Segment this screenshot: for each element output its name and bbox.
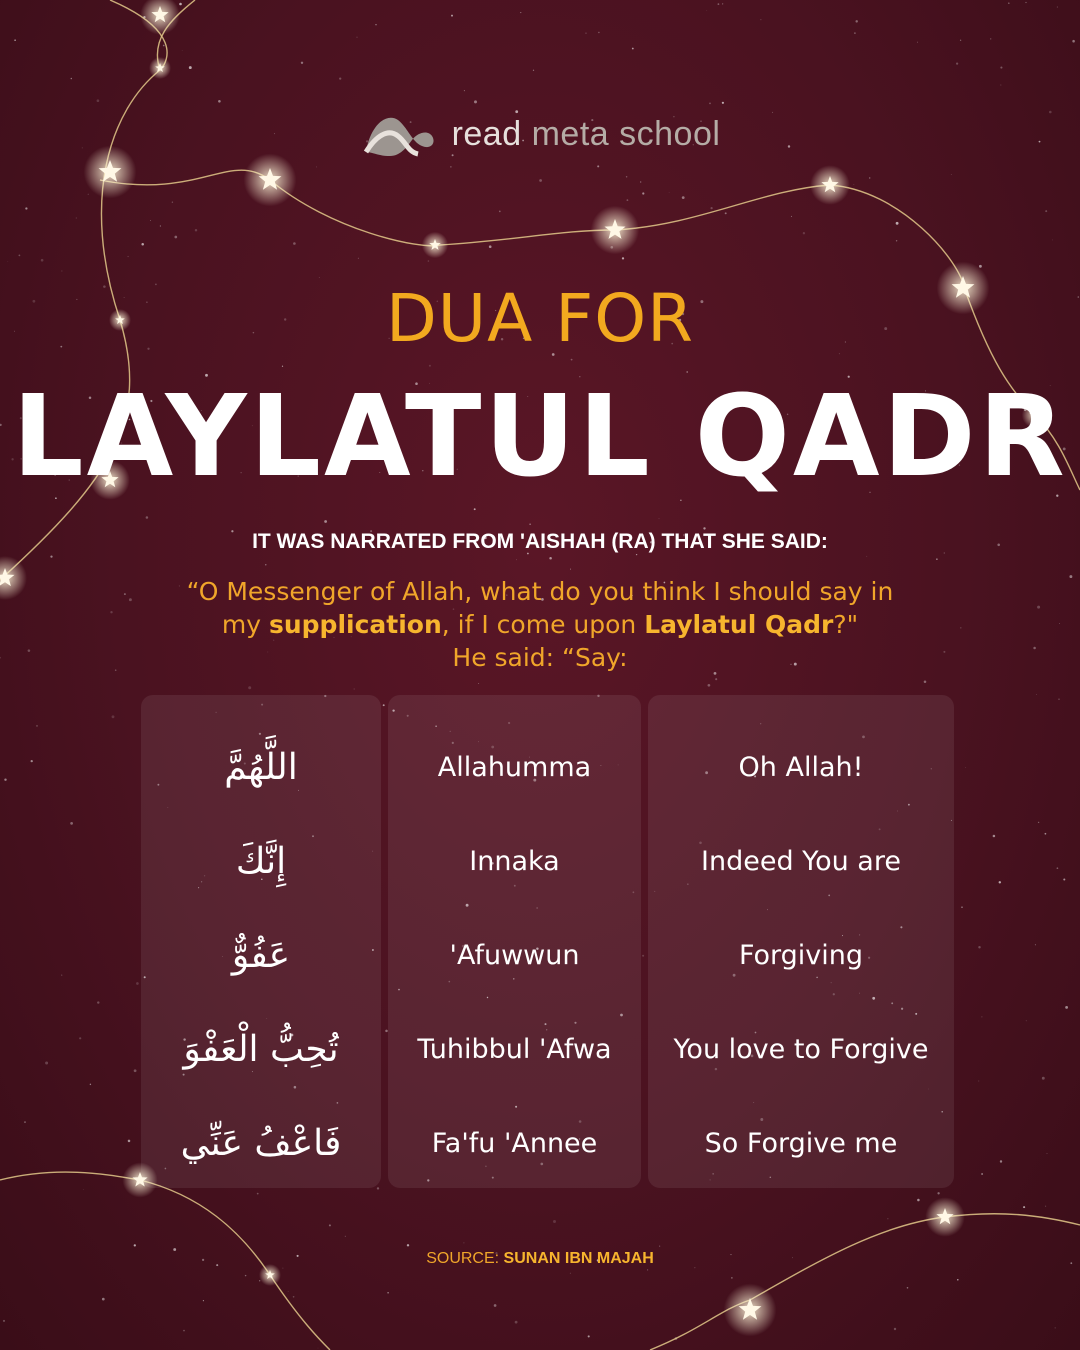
dust-particle — [1058, 699, 1059, 700]
dust-particle — [134, 1244, 136, 1246]
dust-particle — [478, 683, 479, 684]
dust-particle — [127, 256, 128, 257]
dust-particle — [1047, 1153, 1048, 1154]
dust-particle — [659, 518, 660, 519]
hadith-quote — [140, 575, 940, 674]
translation-text: Indeed You are — [701, 845, 901, 877]
dust-particle — [1057, 7, 1058, 8]
dust-particle — [854, 32, 856, 34]
dust-particle — [203, 1300, 204, 1301]
arabic-text: عَفُوٌّ — [231, 934, 291, 976]
dust-particle — [97, 1001, 99, 1003]
dust-particle — [586, 33, 587, 34]
dust-particle — [1033, 647, 1036, 650]
dust-particle — [588, 1335, 590, 1337]
dust-particle — [189, 66, 192, 69]
dust-particle — [951, 174, 952, 175]
dust-particle — [597, 165, 599, 167]
dust-particle — [463, 1242, 464, 1243]
dust-particle — [387, 1292, 389, 1294]
dust-particle — [1045, 833, 1047, 835]
dust-particle — [632, 48, 634, 50]
dust-particle — [516, 559, 517, 560]
dust-particle — [339, 77, 341, 79]
transliteration-column — [388, 695, 641, 1188]
dust-particle — [160, 225, 161, 226]
dust-particle — [115, 669, 117, 671]
source-citation — [0, 1250, 1080, 1268]
dust-particle — [1038, 822, 1039, 823]
translation-text: Oh Allah! — [738, 751, 864, 783]
dust-particle — [357, 37, 358, 38]
dust-particle — [642, 955, 644, 957]
dust-particle — [136, 982, 139, 985]
dust-particle — [640, 181, 641, 182]
dust-particle — [245, 1275, 246, 1276]
dust-particle — [1063, 878, 1065, 880]
arabic-text: فَاعْفُ عَنِّي — [180, 1122, 342, 1164]
dust-particle — [383, 704, 385, 706]
dust-particle — [0, 657, 1, 659]
dust-particle — [88, 194, 89, 195]
dust-particle — [329, 1224, 331, 1226]
dust-particle — [464, 90, 465, 91]
dust-particle — [669, 192, 670, 193]
dust-particle — [659, 1246, 660, 1247]
dust-particle — [150, 220, 151, 221]
dust-particle — [324, 520, 327, 523]
dust-particle — [520, 12, 521, 13]
dust-particle — [960, 627, 961, 628]
dust-particle — [855, 20, 857, 22]
dust-particle — [319, 277, 320, 278]
dust-particle — [259, 1280, 260, 1281]
dust-particle — [722, 3, 723, 4]
dust-particle — [28, 649, 31, 652]
dust-particle — [7, 261, 8, 262]
dust-particle — [70, 822, 73, 825]
dust-particle — [31, 760, 33, 762]
infinity-logo-icon — [360, 106, 440, 162]
dust-particle — [722, 102, 724, 104]
dust-particle — [894, 1328, 896, 1330]
brand-logo — [0, 106, 1080, 162]
quote-part-4: ?" — [833, 610, 859, 639]
dust-particle — [248, 686, 251, 689]
dust-particle — [981, 1173, 983, 1175]
dust-particle — [293, 1296, 295, 1298]
dust-particle — [19, 255, 21, 257]
dust-particle — [981, 1016, 982, 1017]
dust-particle — [45, 1062, 48, 1065]
dust-particle — [1001, 85, 1002, 86]
dust-particle — [960, 40, 961, 41]
dust-particle — [195, 229, 197, 231]
dust-particle — [627, 199, 629, 201]
dust-particle — [979, 265, 982, 268]
dust-particle — [803, 232, 805, 234]
dust-particle — [636, 554, 637, 555]
dust-particle — [36, 725, 38, 727]
dust-particle — [869, 177, 870, 178]
dust-particle — [97, 99, 100, 102]
quote-part-3: , if I come upon — [441, 610, 645, 639]
dust-particle — [179, 3, 182, 6]
dust-particle — [174, 236, 177, 239]
dust-particle — [61, 271, 62, 272]
dust-particle — [110, 611, 112, 613]
dust-particle — [354, 689, 355, 690]
dust-particle — [515, 1321, 518, 1324]
dust-particle — [1008, 2, 1010, 4]
dust-particle — [1042, 1077, 1045, 1080]
dust-particle — [715, 678, 717, 680]
dust-particle — [474, 508, 476, 510]
dust-particle — [570, 1273, 571, 1274]
translation-column — [648, 695, 954, 1188]
dust-particle — [990, 38, 991, 39]
dust-particle — [316, 166, 317, 167]
dust-particle — [24, 1121, 25, 1122]
dust-particle — [1035, 944, 1036, 945]
dust-particle — [172, 202, 173, 203]
dust-particle — [917, 42, 918, 43]
source-value: SUNAN IBN MAJAH — [503, 1250, 654, 1267]
dust-particle — [937, 1192, 939, 1194]
dust-particle — [4, 778, 6, 780]
arabic-text: اللَّهُمَّ — [224, 746, 298, 788]
dust-particle — [1057, 867, 1059, 869]
quote-line-3: He said: “Say: — [452, 643, 628, 672]
dust-particle — [1072, 40, 1075, 43]
dust-particle — [907, 1287, 909, 1289]
dust-particle — [533, 70, 534, 71]
transliteration-text: 'Afuwwun — [449, 939, 580, 971]
dust-particle — [182, 50, 183, 51]
dust-particle — [760, 19, 761, 20]
dust-particle — [1025, 2, 1026, 3]
dust-particle — [61, 975, 62, 976]
dust-particle — [90, 1084, 91, 1085]
dust-particle — [936, 558, 938, 560]
dust-particle — [553, 1220, 556, 1223]
brand-name-secondary: meta school — [531, 114, 721, 153]
dust-particle — [358, 258, 359, 259]
dust-particle — [301, 62, 303, 64]
dust-particle — [450, 166, 451, 167]
dust-particle — [539, 179, 542, 182]
dust-particle — [265, 564, 266, 565]
dust-particle — [708, 684, 711, 687]
quote-bold-supplication: supplication — [268, 610, 442, 639]
dust-particle — [218, 100, 221, 103]
translation-text: You love to Forgive — [673, 1033, 929, 1065]
dust-particle — [50, 555, 52, 557]
dust-particle — [706, 10, 707, 11]
dust-particle — [1036, 694, 1037, 695]
arabic-column — [141, 695, 381, 1188]
dust-particle — [896, 222, 899, 225]
dust-particle — [14, 39, 16, 41]
narration-text: IT WAS NARRATED FROM 'AISHAH (RA) THAT SHE SAID: — [252, 530, 828, 553]
brand-name — [452, 115, 721, 154]
dust-particle — [112, 715, 115, 718]
dust-particle — [25, 207, 27, 209]
transliteration-text: Tuhibbul 'Afwa — [417, 1033, 612, 1065]
dust-particle — [978, 946, 980, 948]
translation-text: So Forgive me — [704, 1127, 898, 1159]
quote-bold-laylatul-qadr: Laylatul Qadr — [644, 610, 834, 639]
dust-particle — [293, 242, 296, 245]
dust-particle — [956, 63, 958, 65]
source-label: SOURCE: — [426, 1250, 504, 1267]
dust-particle — [128, 1140, 131, 1143]
dust-particle — [71, 78, 73, 80]
dust-particle — [965, 767, 966, 768]
dust-particle — [146, 516, 149, 519]
dust-particle — [163, 45, 165, 47]
dust-particle — [141, 243, 144, 246]
dust-particle — [1026, 1020, 1027, 1021]
dust-particle — [682, 196, 685, 199]
dust-particle — [896, 240, 897, 241]
dust-particle — [102, 1298, 105, 1301]
dust-particle — [1059, 623, 1060, 624]
dust-particle — [999, 881, 1001, 883]
dust-particle — [451, 15, 453, 17]
dust-particle — [1037, 606, 1040, 609]
dust-particle — [622, 257, 624, 259]
dust-particle — [978, 1081, 979, 1082]
dust-particle — [529, 524, 530, 525]
dust-particle — [3, 1320, 5, 1322]
dust-particle — [124, 593, 126, 595]
dust-particle — [428, 260, 430, 262]
dust-particle — [853, 184, 854, 185]
dust-particle — [647, 1269, 648, 1270]
dust-particle — [257, 1193, 259, 1195]
dust-particle — [571, 359, 573, 361]
dust-particle — [375, 24, 376, 25]
transliteration-text: Innaka — [469, 845, 560, 877]
dust-particle — [345, 1236, 346, 1237]
dust-particle — [549, 557, 552, 560]
dust-particle — [499, 211, 501, 213]
dust-particle — [429, 365, 431, 367]
dust-particle — [83, 1189, 84, 1190]
dust-particle — [1052, 239, 1053, 240]
dust-particle — [183, 1330, 185, 1332]
heading-line-1: DUA FOR — [385, 280, 695, 357]
dust-particle — [917, 1199, 920, 1202]
dust-particle — [1065, 1006, 1068, 1009]
dust-particle — [134, 1069, 137, 1072]
dust-particle — [79, 1037, 81, 1039]
dust-particle — [924, 681, 927, 684]
dust-particle — [626, 176, 628, 178]
dust-particle — [129, 598, 132, 601]
transliteration-text: Allahumma — [437, 751, 592, 783]
dust-particle — [887, 1218, 888, 1219]
arabic-text: إِنَّكَ — [235, 840, 287, 882]
dust-particle — [474, 100, 477, 103]
dust-particle — [282, 366, 283, 367]
dust-particle — [718, 3, 720, 5]
dust-particle — [725, 212, 727, 214]
dust-particle — [961, 906, 962, 907]
dust-particle — [642, 192, 644, 194]
dust-particle — [993, 835, 996, 838]
dust-particle — [866, 556, 867, 557]
brand-name-primary: read — [451, 114, 522, 153]
dust-particle — [570, 569, 571, 570]
dust-particle — [1000, 67, 1002, 69]
dust-particle — [1069, 575, 1072, 578]
dust-particle — [957, 1279, 959, 1281]
dust-particle — [76, 218, 77, 219]
quote-part-1: O Messenger of Allah, what do you think I should say in — [198, 577, 894, 606]
dust-particle — [710, 207, 712, 209]
dust-particle — [489, 245, 492, 248]
dust-particle — [1045, 210, 1047, 212]
dust-particle — [731, 1277, 732, 1278]
heading-line-2: LAYLATUL QADR — [12, 372, 1068, 502]
dust-particle — [494, 1304, 497, 1307]
dust-particle — [791, 216, 792, 217]
dust-particle — [41, 259, 44, 262]
transliteration-text: Fa'fu 'Annee — [431, 1127, 598, 1159]
translation-text: Forgiving — [738, 939, 864, 971]
quote-open-mark: “ — [186, 577, 199, 606]
dust-particle — [1055, 1327, 1056, 1328]
quote-part-2: my — [221, 610, 269, 639]
dust-particle — [407, 1244, 409, 1246]
dust-particle — [288, 1291, 289, 1292]
dust-particle — [1000, 1160, 1002, 1162]
dust-particle — [1023, 1206, 1025, 1208]
dust-particle — [709, 103, 711, 105]
dust-particle — [598, 32, 599, 33]
dust-particle — [943, 651, 945, 653]
arabic-text: تُحِبُّ الْعَفْوَ — [183, 1028, 339, 1070]
dust-particle — [318, 1348, 319, 1349]
dust-particle — [1045, 1206, 1046, 1207]
